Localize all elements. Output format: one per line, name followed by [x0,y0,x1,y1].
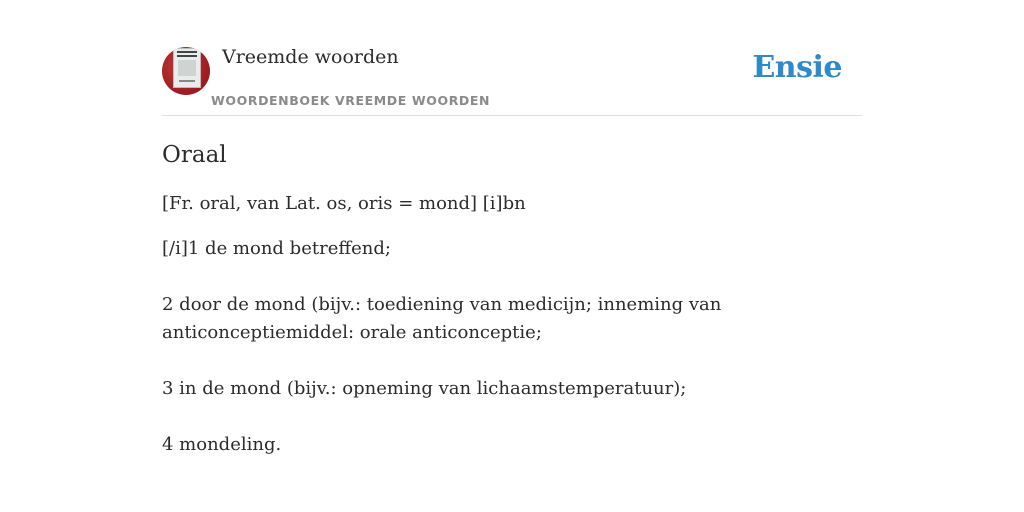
book-cover-image [173,48,201,88]
dictionary-title[interactable]: Vreemde woorden [222,46,399,68]
header [162,44,862,116]
definition-item: [/i]1 de mond betreffend; [162,238,391,259]
definition-list [162,235,722,459]
entry-word: Oraal [162,142,227,168]
entry-etymology: [Fr. oral, van Lat. os, oris = mond] [i]bn [162,193,526,214]
ensie-logo[interactable]: Ensie [752,50,842,85]
book-cover-avatar[interactable] [162,47,210,95]
definition-item: 2 door de mond (bijv.: toediening van medicijn; inneming van anticonceptiemiddel: orale anticonceptie; [162,294,722,343]
page-container [162,44,862,487]
definition-item: 3 in de mond (bijv.: opneming van lichaamstemperatuur); [162,378,687,399]
dictionary-subtitle: WOORDENBOEK VREEMDE WOORDEN [211,93,491,108]
definition-item: 4 mondeling. [162,434,282,455]
